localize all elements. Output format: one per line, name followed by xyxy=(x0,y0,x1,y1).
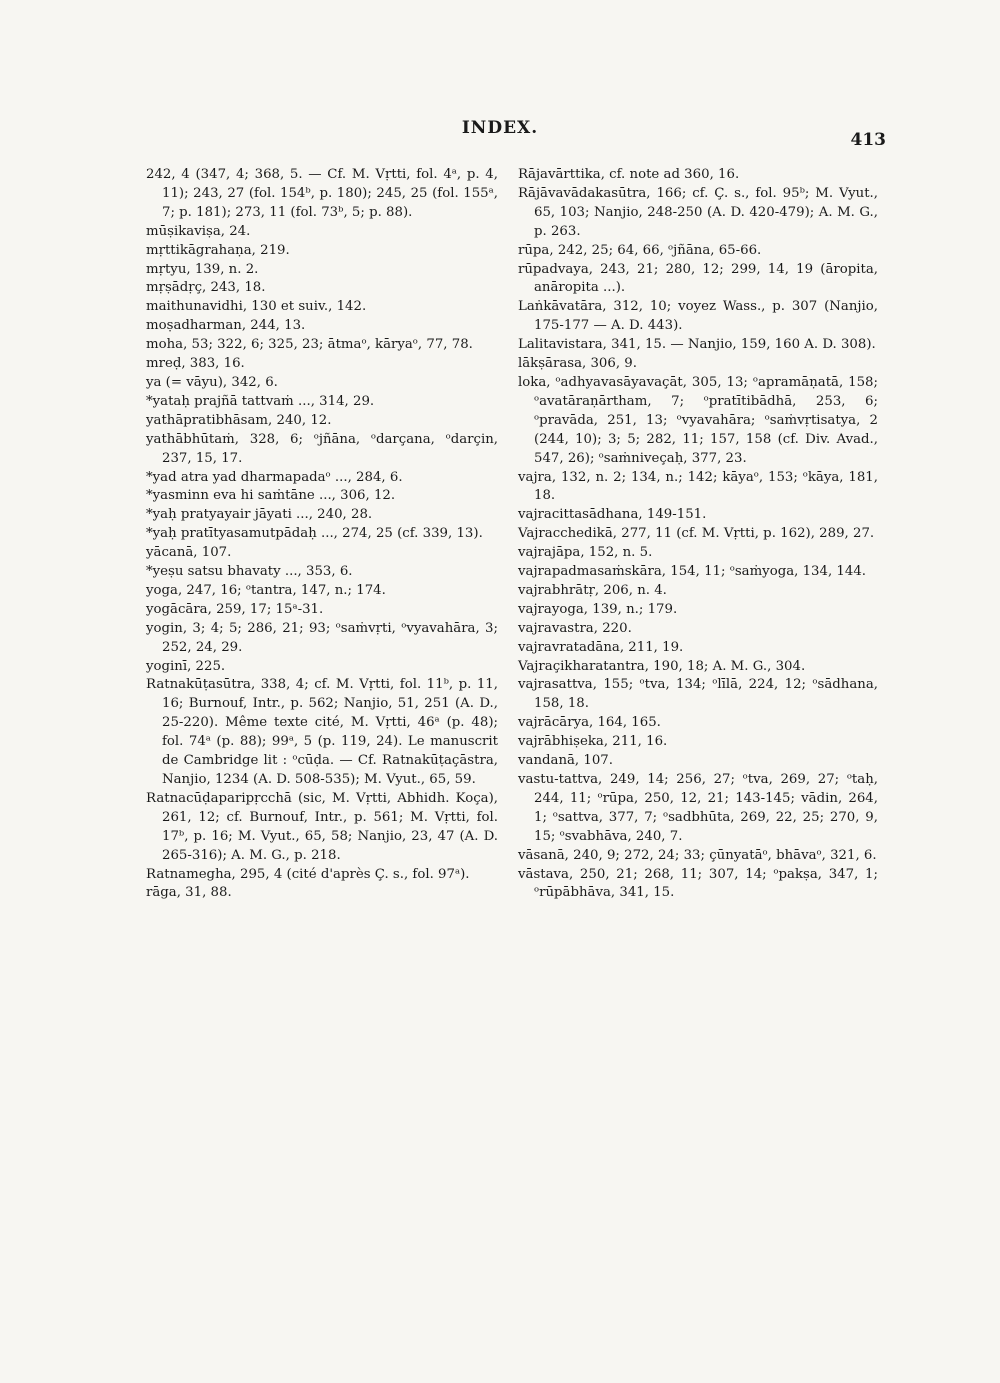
index-entry: yoginī, 225. xyxy=(146,658,226,674)
index-entry: moha, 53; 322, 6; 325, 23; ātmaᵒ, kāryaᵒ, 77, 78. xyxy=(146,337,473,353)
index-entry: yathāpratibhāsam, 240, 12. xyxy=(146,412,332,428)
index-entry: *yad atra yad dharmapadaᵒ ..., 284, 6. xyxy=(146,469,403,485)
index-entry: vajrayoga, 139, n.; 179. xyxy=(518,601,678,617)
index-entry: mṛttikāgrahaṇa, 219. xyxy=(146,242,290,258)
index-entry: vajrasattva, 155; ᵒtva, 134; ᵒlīlā, 224, 12; ᵒsādhana, 158, 18. xyxy=(518,677,878,712)
index-entry: *yataḥ prajñā tattvaṁ ..., 314, 29. xyxy=(146,393,375,409)
index-entry: lākṣārasa, 306, 9. xyxy=(518,356,637,372)
index-entry: mṛtyu, 139, n. 2. xyxy=(146,261,259,277)
index-entry: Ratnakūṭasūtra, 338, 4; cf. M. Vṛtti, fol. 11ᵇ, p. 11, 16; Burnouf, Intr., p. 562; Nanjio, 51, 251 (A. D., 25-220). Même texte cité, M. Vṛtti, 46ᵃ (p. 48); fol. 74ᵃ (p. 88); 99ᵃ, 5 (p. 119, 24). Le manuscrit de Cambridge lit : ᵒcūḍa. — Cf. Ratnakūṭaçāstra, Nanjio, 1234 (A. D. 508-535); M. Vyut., 65, 59. xyxy=(146,677,498,787)
index-entry: *yasminn eva hi saṁtāne ..., 306, 12. xyxy=(146,488,396,504)
index-entry: rūpa, 242, 25; 64, 66, ᵒjñāna, 65-66. xyxy=(518,242,762,258)
index-entry: Laṅkāvatāra, 312, 10; voyez Wass., p. 307 (Nanjio, 175-177 — A. D. 443). xyxy=(518,299,878,334)
index-entry: Vajraçikharatantra, 190, 18; A. M. G., 304. xyxy=(518,658,806,674)
index-entry: vajrabhrātṛ, 206, n. 4. xyxy=(518,582,667,598)
index-entry: vajrācārya, 164, 165. xyxy=(518,715,661,731)
index-entry: *yaḥ pratyayair jāyati ..., 240, 28. xyxy=(146,507,373,523)
index-entry: Rājāvavādakasūtra, 166; cf. Ç. s., fol. 95ᵇ; M. Vyut., 65, 103; Nanjio, 248-250 (A. D. 420-479); A. M. G., p. 263. xyxy=(518,185,878,239)
index-entry: vajravastra, 220. xyxy=(518,620,632,636)
index-entry: vāsanā, 240, 9; 272, 24; 33; çūnyatāᵒ, bhāvaᵒ, 321, 6. xyxy=(518,847,877,863)
index-entry: yoga, 247, 16; ᵒtantra, 147, n.; 174. xyxy=(146,582,386,598)
index-entry: loka, ᵒadhyavasāyavaçāt, 305, 13; ᵒapramāṇatā, 158; ᵒavatāraṇārtham, 7; ᵒpratītibādhā, 253, 6; ᵒpravāda, 251, 13; ᵒvyavahāra; ᵒsaṁvṛtisatya, 2 (244, 10); 3; 5; 282, 11; 157, 158 (cf. Div. Avad., 547, 26); ᵒsaṁniveçaḥ, 377, 23. xyxy=(518,374,878,466)
index-entry: ya (= vāyu), 342, 6. xyxy=(146,374,278,390)
index-entry: Ratnacūḍaparipṛcchā (sic, M. Vṛtti, Abhidh. Koça), 261, 12; cf. Burnouf, Intr., p. 561; M. Vṛtti, fol. 17ᵇ, p. 16; M. Vyut., 65, 58; Nanjio, 23, 47 (A. D. 265-316); A. M. G., p. 218. xyxy=(146,790,498,863)
index-entry: vajravratadāna, 211, 19. xyxy=(518,639,684,655)
index-entry: mūṣikaviṣa, 24. xyxy=(146,223,251,239)
page-header xyxy=(0,118,1000,148)
index-entry: vandanā, 107. xyxy=(518,753,613,769)
index-entry: mreḍ, 383, 16. xyxy=(146,356,245,372)
index-entry: maithunavidhi, 130 et suiv., 142. xyxy=(146,299,367,315)
index-entry: vāstava, 250, 21; 268, 11; 307, 14; ᵒpakṣa, 347, 1; ᵒrūpābhāva, 341, 15. xyxy=(518,866,878,901)
index-entry: *yeṣu satsu bhavaty ..., 353, 6. xyxy=(146,564,353,580)
index-entry: vajra, 132, n. 2; 134, n.; 142; kāyaᵒ, 153; ᵒkāya, 181, 18. xyxy=(518,469,878,504)
index-entry: vajracittasādhana, 149-151. xyxy=(518,507,707,523)
running-title: INDEX. xyxy=(461,118,539,138)
page-number: 413 xyxy=(850,130,886,150)
index-entry: vastu-tattva, 249, 14; 256, 27; ᵒtva, 269, 27; ᵒtaḥ, 244, 11; ᵒrūpa, 250, 12, 21; 143-145; vādin, 264, 1; ᵒsattva, 377, 7; ᵒsadbhūta, 269, 22, 25; 270, 9, 15; ᵒsvabhāva, 240, 7. xyxy=(518,772,878,844)
index-entry: Rājavārttika, cf. note ad 360, 16. xyxy=(518,167,740,182)
index-entry: rāga, 31, 88. xyxy=(146,885,232,901)
index-entry: moṣadharman, 244, 13. xyxy=(146,318,306,334)
index-entry: yathābhūtaṁ, 328, 6; ᵒjñāna, ᵒdarçana, ᵒdarçin, 237, 15, 17. xyxy=(146,431,498,466)
index-entry: vajrābhiṣeka, 211, 16. xyxy=(518,734,668,750)
index-entry: vajrajāpa, 152, n. 5. xyxy=(518,545,653,561)
index-entry: Lalitavistara, 341, 15. — Nanjio, 159, 160 A. D. 308). xyxy=(518,337,876,353)
right-column xyxy=(518,166,878,903)
index-entry: Vajracchedikā, 277, 11 (cf. M. Vṛtti, p. 162), 289, 27. xyxy=(518,526,875,542)
index-entry: rūpadvaya, 243, 21; 280, 12; 299, 14, 19 (āropita, anāropita ...). xyxy=(518,261,878,296)
index-entry: yogācāra, 259, 17; 15ᵃ-31. xyxy=(146,601,324,617)
index-entry: *yaḥ pratītyasamutpādaḥ ..., 274, 25 (cf. 339, 13). xyxy=(146,526,483,542)
index-entry: vajrapadmasaṁskāra, 154, 11; ᵒsaṁyoga, 134, 144. xyxy=(518,564,867,580)
index-entry: 242, 4 (347, 4; 368, 5. — Cf. M. Vṛtti, fol. 4ᵃ, p. 4, 11); 243, 27 (fol. 154ᵇ, p. 180); 245, 25 (fol. 155ᵃ, 7; p. 181); 273, 11 (fol. 73ᵇ, 5; p. 88). xyxy=(146,167,498,220)
index-entry: mṛṣādṛç, 243, 18. xyxy=(146,280,266,296)
left-column xyxy=(146,166,498,903)
index-entry: yogin, 3; 4; 5; 286, 21; 93; ᵒsaṁvṛti, ᵒvyavahāra, 3; 252, 24, 29. xyxy=(146,620,498,655)
index-entry: yācanā, 107. xyxy=(146,545,232,561)
index-entry: Ratnamegha, 295, 4 (cité d'après Ç. s., fol. 97ᵃ). xyxy=(146,866,470,882)
